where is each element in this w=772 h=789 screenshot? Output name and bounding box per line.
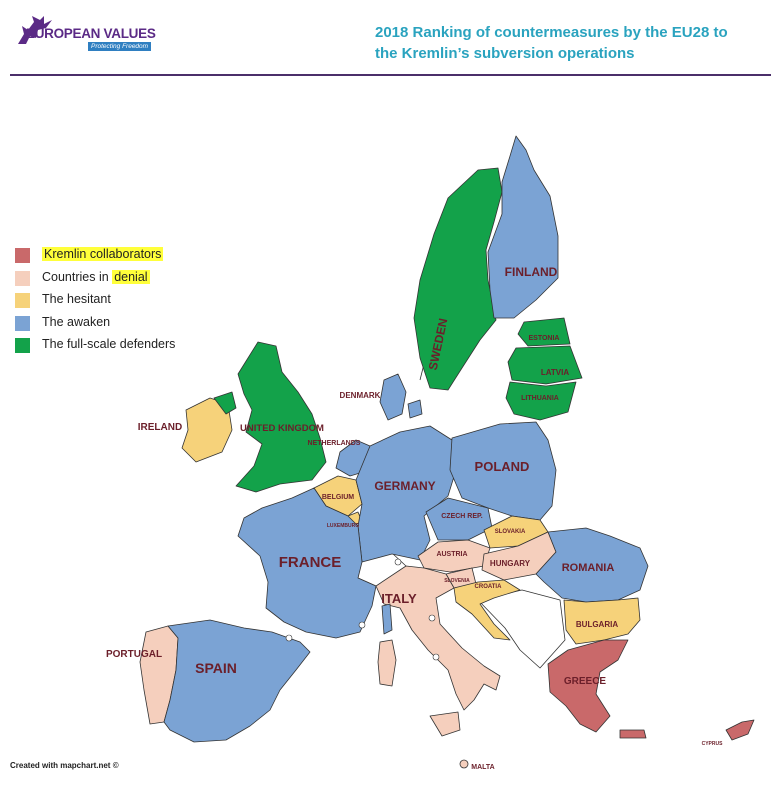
country-italy-sardinia[interactable] [378,640,396,686]
label-malta: MALTA [471,764,495,771]
logo-tagline: Protecting Freedom [88,42,151,51]
country-finland[interactable] [488,136,558,318]
header-divider [10,74,771,76]
legend-label: Kremlin collaborators [44,247,162,261]
legend-label: The awaken [42,314,111,329]
label-denmark: DENMARK [339,391,381,400]
label-ireland: IRELAND [137,422,183,433]
country-france-corsica[interactable] [382,604,392,634]
title-line-1: 2018 Ranking of countermeasures by the EU28 to [375,24,728,41]
label-croatia: CROATIA [474,584,502,590]
label-italy: ITALY [381,591,417,606]
label-estonia: ESTONIA [528,335,560,342]
map-title [375,22,770,64]
city-dot [359,622,365,628]
label-austria: AUSTRIA [436,551,468,558]
country-greece-crete[interactable] [620,730,646,738]
label-france: FRANCE [278,554,342,571]
label-netherlands: NETHERLANDS [307,440,361,447]
city-dot [429,615,435,621]
label-luxembourg: LUXEMBURG [326,523,360,529]
label-spain: SPAIN [195,660,237,676]
title-line-2: the Kremlin’s subversion operations [375,45,635,62]
label-germany: GERMANY [374,479,436,493]
country-denmark-islands[interactable] [408,400,422,418]
label-belgium: BELGIUM [321,494,355,501]
label-poland: POLAND [474,459,530,474]
city-dot [286,635,292,641]
label-slovakia: SLOVAKIA [494,529,526,535]
label-latvia: LATVIA [540,368,570,377]
country-uk[interactable] [236,342,326,492]
legend-label: The hesitant [42,292,111,306]
header [0,0,772,76]
label-czech: CZECH REP. [441,513,483,520]
logo-name: EUROPEAN VALUES [26,26,156,41]
city-dot [395,559,401,565]
country-malta[interactable] [460,760,468,768]
label-sweden: SWEDEN [425,316,451,372]
label-bulgaria: BULGARIA [575,620,619,629]
label-greece: GREECE [563,676,607,687]
country-latvia[interactable] [508,346,582,384]
label-cyprus: CYPRUS [701,741,723,747]
country-italy-sicily[interactable] [430,712,460,736]
country-denmark[interactable] [380,374,406,420]
country-cyprus[interactable] [726,720,754,740]
map-credit: Created with mapchart.net © [10,761,119,770]
country-sweden[interactable] [414,168,502,390]
label-hungary: HUNGARY [489,559,531,568]
label-finland: FINLAND [504,265,558,279]
label-portugal: PORTUGAL [105,649,163,660]
legend-label: Countries in denial [42,269,148,284]
legend-label: The full-scale defenders [42,337,176,351]
label-romania: ROMANIA [561,562,615,574]
city-dot [433,654,439,660]
label-lithuania: LITHUANIA [521,395,559,402]
label-uk: UNITED KINGDOM [240,423,324,434]
label-slovenia: SLOVENIA [444,578,470,584]
